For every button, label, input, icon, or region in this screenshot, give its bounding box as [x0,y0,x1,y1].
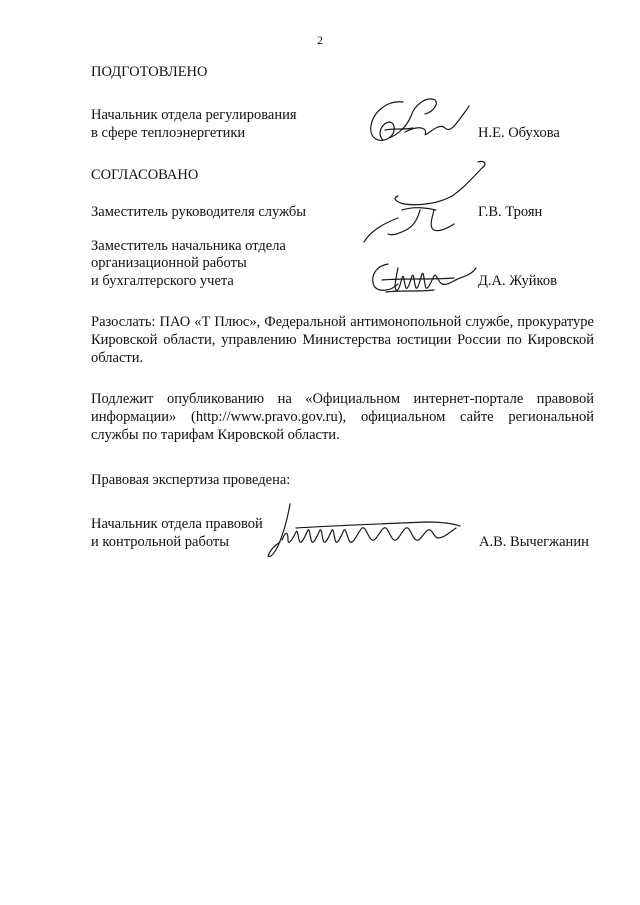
prepared-position-line2: в сфере теплоэнергетики [91,125,246,141]
legal-review-name: А.В. Вычегжанин [479,534,589,550]
signature-obukhova [365,92,475,154]
legal-review-position-line2: и контрольной работы [91,534,229,550]
agreed-signer1-position: Заместитель руководителя службы [91,204,307,220]
signature-vychegzhanin [266,500,466,562]
agreed-signer2-position-line3: и бухгалтерского учета [91,273,234,289]
agreed-heading: СОГЛАСОВАНО [91,167,199,183]
legal-review-statement: Правовая экспертиза проведена: [91,472,291,488]
prepared-heading: ПОДГОТОВЛЕНО [91,64,208,80]
page-number: 2 [317,33,323,47]
signature-zhuykov [368,258,480,298]
agreed-signer1-name: Г.В. Троян [478,204,543,220]
agreed-signer2-name: Д.А. Жуйков [478,273,557,289]
agreed-signer2-position-line2: организационной работы [91,255,247,271]
agreed-signer2-position-line1: Заместитель начальника отдела [91,238,286,254]
prepared-position-line1: Начальник отдела регулирования [91,107,297,123]
distribution-paragraph: Разослать: ПАО «Т Плюс», Федеральной антимонопольной службе, прокуратуре Кировской области, управлению Министерства юстиции России по Кировской области. [91,314,594,366]
legal-review-position-line1: Начальник отдела правовой [91,516,263,532]
signature-troyan [358,158,493,248]
publication-paragraph: Подлежит опубликованию на «Официальном интернет-портале правовой информации» (http://www.pravo.gov.ru), официальном сайте региональной службы по тарифам Кировской области. [91,391,594,443]
prepared-name: Н.Е. Обухова [478,125,560,141]
